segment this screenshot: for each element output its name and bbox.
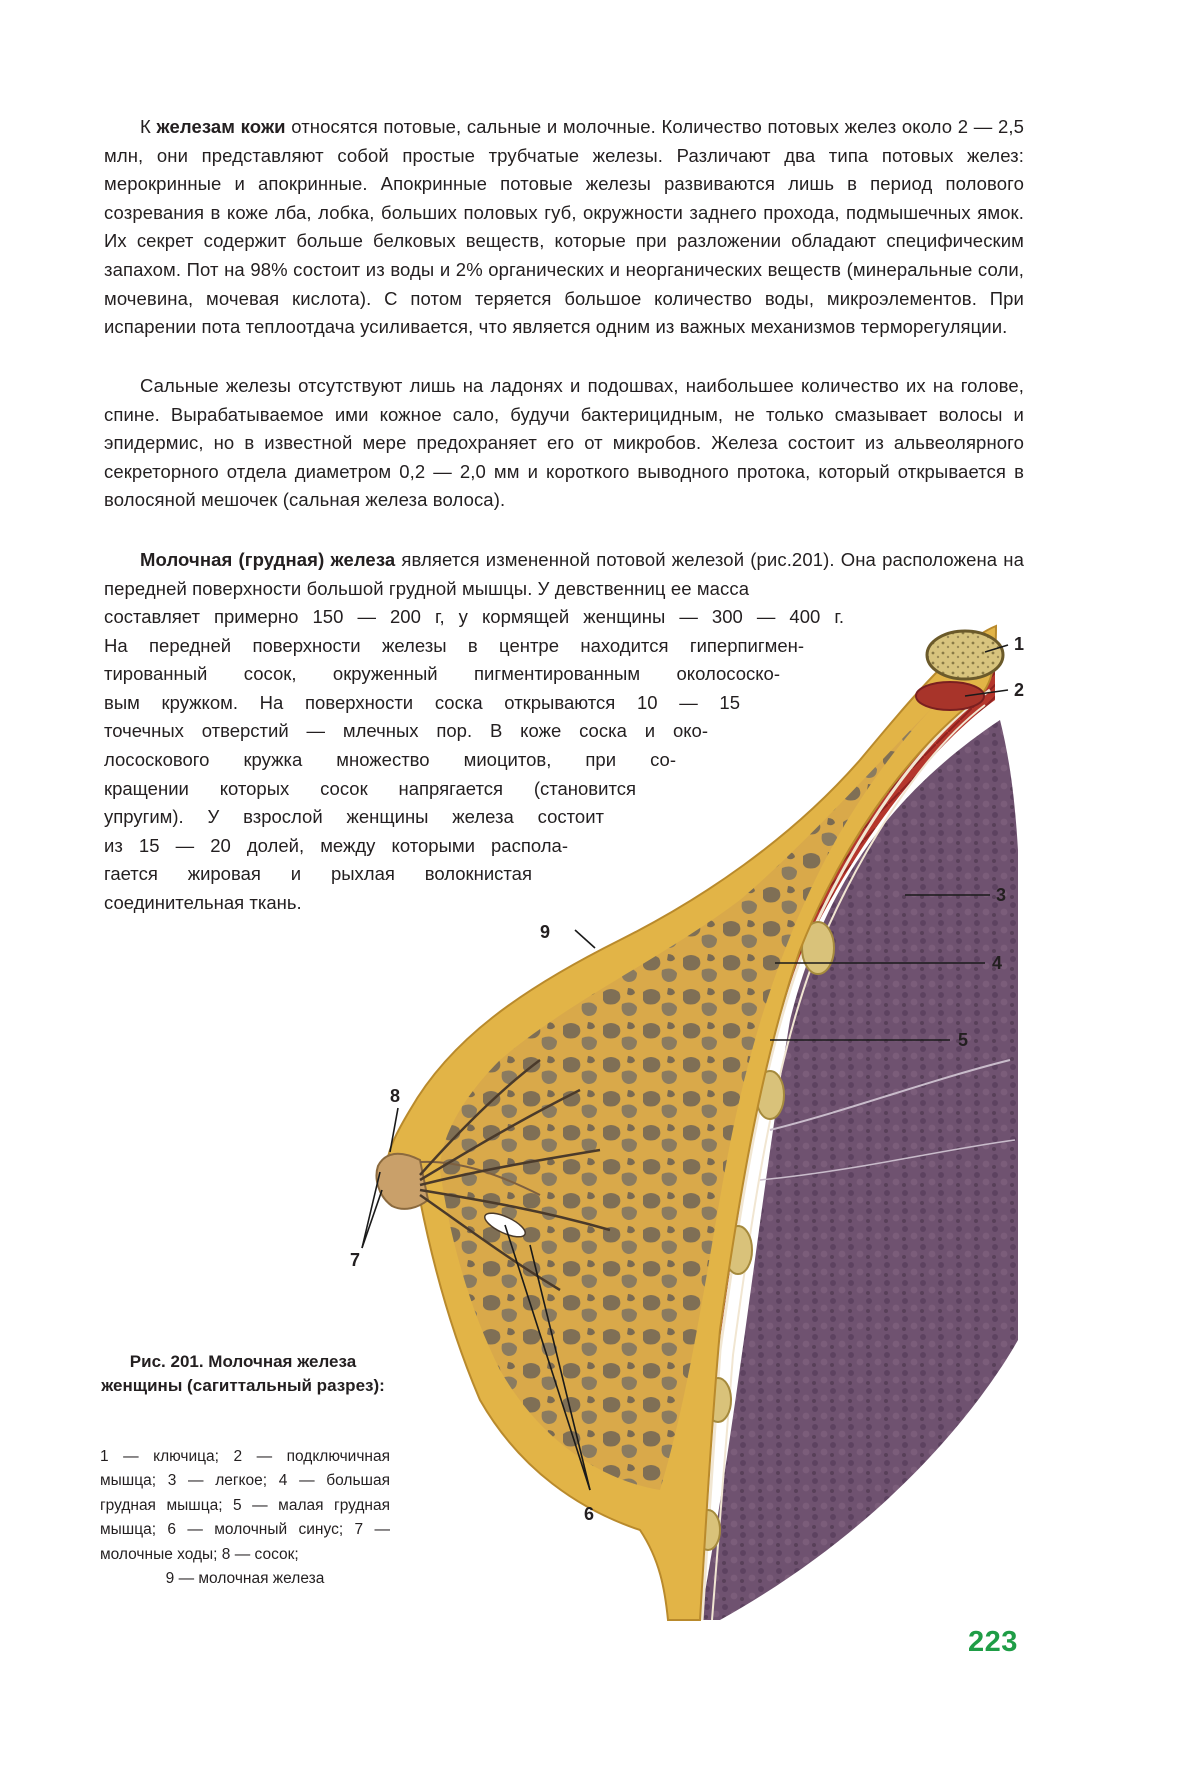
text-line: На передней поверхности железы в центре находится гиперпигмен- — [104, 635, 804, 656]
text-line: кращении которых сосок напрягается (становится — [104, 778, 636, 799]
paragraph-sebaceous-glands: Сальные железы отсутствуют лишь на ладонях и подошвах, наибольшее количество их на голове, спине. Вырабатываемое ими кожное сало, будучи бактерицидным, не только смазывает волосы и эпидермис, но в известной мере предохраняет его от микробов. Железа состоит из альвеолярного секреторного отдела диаметром 0,2 — 2,0 мм и короткого выводного протока, который открывается в волосяной мешочек (сальная железа волоса). — [104, 375, 1024, 511]
text-fragment: относятся потовые, сальные и молочные. Количество потовых желез около 2 — 2,5 млн, они представляют собой простые трубчатые железы. Различают два типа потовых желез: мерокринные и апокринные. Апокринные потовые железы развиваются лишь в период полового созревания в коже лба, лобка, больших половых губ, окружности заднего прохода, подмышечных ямок. Их секрет содержит больше белковых веществ, которые при разложении обладают специфическим запахом. Пот на 98% состоит из воды и 2% органических и неорганических веществ (минеральные соли, мочевина, мочевая кислота). С потом теряется большое количество воды, микроэлементов. При испарении пота теплоотдача усиливается, что является одним из важных механизмов терморегуляции. — [104, 116, 1024, 338]
clavicle — [927, 631, 1003, 679]
figure-label-4: 4 — [992, 953, 1003, 973]
text-line: гается жировая и рыхлая волокнистая — [104, 863, 532, 884]
text-line: соединительная ткань. — [104, 892, 302, 913]
text-line: точечных отверстий — млечных пор. В коже соска и око- — [104, 720, 708, 741]
subclavius-muscle — [916, 682, 984, 710]
text-line: лососкового кружка множество миоцитов, при со- — [104, 749, 676, 770]
figure-label-5: 5 — [958, 1030, 969, 1050]
leader-line-7b — [362, 1190, 382, 1248]
caption-text: 1 — ключица; 2 — подключичная мышца; 3 — легкое; 4 — большая грудная мышца; 5 — малая грудная мышца; 6 — молочный синус; 7 — молочные ходы; 8 — сосок; — [100, 1448, 390, 1563]
figure-label-6: 6 — [584, 1504, 595, 1524]
figure-label-3: 3 — [996, 885, 1007, 905]
leader-line-9 — [575, 930, 595, 948]
figure-label-2: 2 — [1014, 680, 1025, 700]
bold-term: железам кожи — [156, 116, 286, 137]
figure-label-8: 8 — [390, 1086, 401, 1106]
figure-caption-title: Рис. 201. Молочная железа женщины (сагиттальный разрез): — [101, 1352, 385, 1395]
text-line: из 15 — 20 долей, между которыми распола- — [104, 835, 568, 856]
text-fragment: является измененной потовой железой (рис.201). Она — [395, 549, 876, 570]
figure-caption-body — [100, 1445, 390, 1591]
page-number: 223 — [968, 1626, 1018, 1658]
text-fragment: К — [140, 116, 157, 137]
text-line: тированный сосок, окруженный пигментированным околососко- — [104, 663, 780, 684]
caption-last-line: 9 — молочная железа — [165, 1570, 325, 1588]
figure-label-1: 1 — [1014, 634, 1025, 654]
text-fragment: расположена на передней поверхности большой грудной мышцы. У девственниц ее масса — [104, 549, 1024, 599]
text-line: составляет примерно 150 — 200 г, у кормящей женщины — 300 — 400 г. — [104, 606, 844, 627]
leader-line-7a — [362, 1172, 380, 1248]
text-line: вым кружком. На поверхности соска открываются 10 — 15 — [104, 692, 740, 713]
bold-term: Молочная (грудная) железа — [140, 549, 396, 570]
figure-label-7: 7 — [350, 1250, 361, 1270]
figure-label-9: 9 — [540, 922, 551, 942]
text-line: упругим). У взрослой женщины железа состоит — [104, 806, 604, 827]
